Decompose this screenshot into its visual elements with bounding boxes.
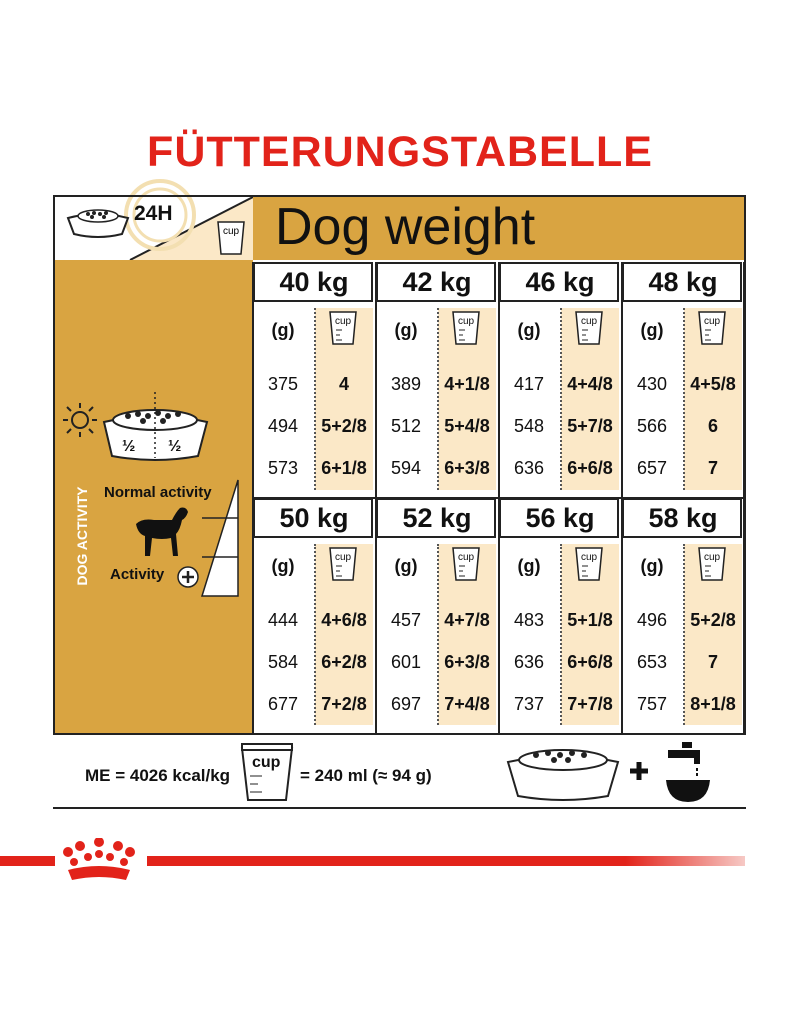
grams-header: (g) — [517, 320, 541, 340]
grams-value: 653 — [636, 652, 668, 672]
grams-header: (g) — [517, 556, 541, 576]
cup-value: 7+2/8 — [321, 694, 367, 714]
cup-icon-label: cup — [580, 316, 598, 327]
grams-value: 566 — [636, 416, 668, 436]
weight-label: 42 kg — [402, 267, 472, 297]
cup-value: 6+6/8 — [567, 652, 613, 672]
grams-value: 757 — [636, 694, 668, 714]
grams-value: 444 — [267, 610, 299, 630]
grams-value: 430 — [636, 374, 668, 394]
grams-value: 737 — [513, 694, 545, 714]
cup-value: 4 — [338, 374, 349, 394]
weight-label: 48 kg — [648, 267, 718, 297]
high-activity-label: Activity — [110, 566, 165, 583]
grams-value: 375 — [267, 374, 299, 394]
grams-value: 636 — [513, 652, 545, 672]
plus-sign-icon — [628, 760, 650, 782]
grams-value: 636 — [513, 458, 545, 478]
grams-value: 657 — [636, 458, 668, 478]
activity-axis-label: DOG ACTIVITY — [74, 486, 90, 586]
table-frame — [53, 195, 746, 735]
cup-value: 4+5/8 — [690, 374, 736, 394]
cup-value: 5+1/8 — [567, 610, 613, 630]
grams-value: 548 — [513, 416, 545, 436]
brand-band-right — [147, 856, 745, 866]
grams-value: 389 — [390, 374, 422, 394]
bowl-half-right: ½ — [168, 438, 182, 455]
cup-large-icon — [238, 742, 296, 804]
cup-equivalence: = 240 ml (≈ 94 g) — [300, 766, 432, 785]
grams-value: 512 — [390, 416, 422, 436]
bowl-half-left: ½ — [122, 438, 136, 455]
page-title: FÜTTERUNGSTABELLE — [147, 128, 653, 176]
svg-text:cup: cup — [222, 226, 240, 237]
grams-value: 496 — [636, 610, 668, 630]
cup-icon-label: cup — [703, 552, 721, 563]
weight-label: 56 kg — [525, 503, 595, 533]
cup-value: 5+2/8 — [690, 610, 736, 630]
grams-header: (g) — [640, 556, 664, 576]
cup-value: 4+4/8 — [567, 374, 613, 394]
footer-divider — [53, 807, 746, 809]
cup-value: 6+2/8 — [321, 652, 367, 672]
cup-value: 6+6/8 — [567, 458, 613, 478]
cup-value: 8+1/8 — [690, 694, 736, 714]
cup-value: 7+4/8 — [444, 694, 490, 714]
weight-label: 40 kg — [279, 267, 349, 297]
cup-value: 6+3/8 — [444, 652, 490, 672]
cup-icon-label: cup — [457, 552, 475, 563]
cup-value: 7 — [707, 652, 718, 672]
cup-value: 5+4/8 — [444, 416, 490, 436]
cup-value: 4+6/8 — [321, 610, 367, 630]
cup-value: 7+7/8 — [567, 694, 613, 714]
grams-value: 677 — [267, 694, 299, 714]
brand-band-left — [0, 856, 55, 866]
cup-value: 5+2/8 — [321, 416, 367, 436]
weight-label: 52 kg — [402, 503, 472, 533]
grams-value: 584 — [267, 652, 299, 672]
crown-logo-icon — [58, 838, 140, 884]
grams-value: 494 — [267, 416, 299, 436]
cup-icon-label: cup — [457, 316, 475, 327]
grams-value: 601 — [390, 652, 422, 672]
grams-header: (g) — [271, 320, 295, 340]
grams-header: (g) — [394, 556, 418, 576]
energy-label: ME = 4026 kcal/kg — [85, 766, 231, 785]
dog-weight-title: Dog weight — [275, 198, 536, 256]
cup-value: 4+1/8 — [444, 374, 490, 394]
cup-icon-label: cup — [334, 552, 352, 563]
food-bowl-large-icon — [504, 742, 622, 802]
cup-value: 7 — [707, 458, 718, 478]
cup-large-label: cup — [252, 754, 281, 771]
grams-header: (g) — [394, 320, 418, 340]
grams-value: 697 — [390, 694, 422, 714]
weight-label: 50 kg — [279, 503, 349, 533]
grams-value: 457 — [390, 610, 422, 630]
hours-label: 24H — [134, 202, 173, 225]
cup-value: 6 — [707, 416, 718, 436]
cup-value: 4+7/8 — [444, 610, 490, 630]
cup-value: 6+3/8 — [444, 458, 490, 478]
normal-activity-label: Normal activity — [104, 484, 212, 501]
cup-icon-label: cup — [703, 316, 721, 327]
grams-value: 573 — [267, 458, 299, 478]
cup-icon-label: cup — [580, 552, 598, 563]
water-tap-icon — [660, 740, 716, 806]
grams-value: 417 — [513, 374, 545, 394]
cup-value: 6+1/8 — [321, 458, 367, 478]
grams-value: 483 — [513, 610, 545, 630]
cup-icon-label: cup — [334, 316, 352, 327]
weight-label: 46 kg — [525, 267, 595, 297]
grams-header: (g) — [640, 320, 664, 340]
weight-label: 58 kg — [648, 503, 718, 533]
grams-value: 594 — [390, 458, 422, 478]
cup-value: 5+7/8 — [567, 416, 613, 436]
grams-header: (g) — [271, 556, 295, 576]
